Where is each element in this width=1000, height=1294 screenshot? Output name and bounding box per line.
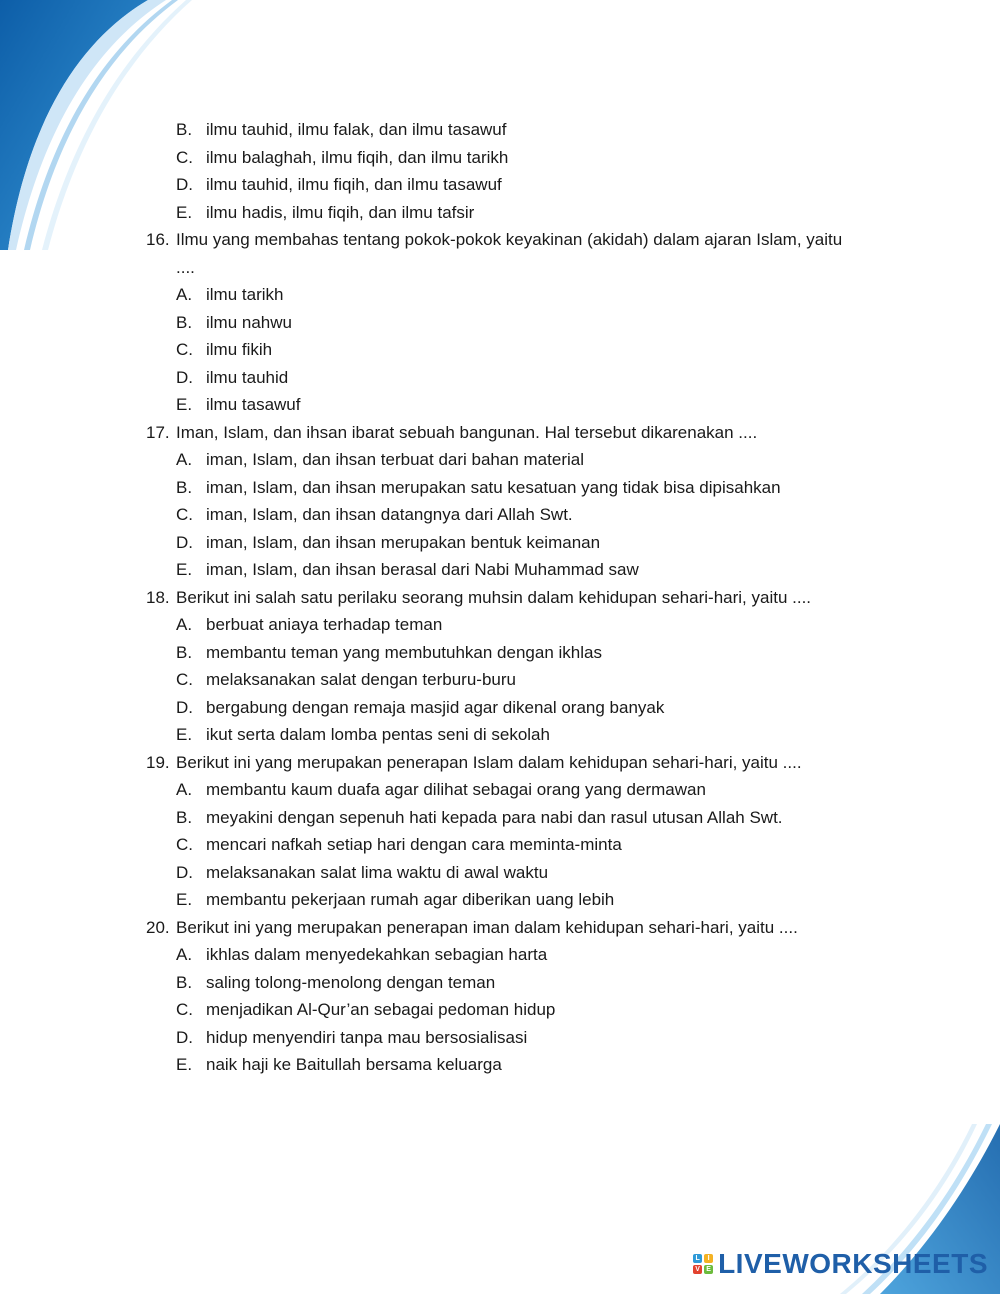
option-text: ilmu tauhid <box>206 367 289 387</box>
question-number: 18. <box>146 587 170 607</box>
option-text: membantu kaum duafa agar dilihat sebagai orang yang dermawan <box>206 780 706 799</box>
answer-option[interactable] <box>0 721 1000 749</box>
option-text: ilmu nahwu <box>206 312 292 332</box>
option-text: meyakini dengan sepenuh hati kepada para nabi dan rasul utusan Allah Swt. <box>206 807 783 827</box>
question-text: Ilmu yang membahas tentang pokok-pokok keyakinan (akidah) dalam ajaran Islam, yaitu <box>176 230 843 249</box>
question-text: Berikut ini yang merupakan penerapan Islam dalam kehidupan sehari-hari, yaitu .... <box>176 752 802 772</box>
option-text: iman, Islam, dan ihsan merupakan satu kesatuan yang tidak bisa dipisahkan <box>206 477 781 497</box>
answer-option[interactable] <box>0 116 1000 144</box>
option-text: bergabung dengan remaja masjid agar dikenal orang banyak <box>206 697 665 717</box>
quiz-content <box>0 116 1000 1079</box>
option-text: iman, Islam, dan ihsan merupakan bentuk keimanan <box>206 532 601 552</box>
option-letter: A. <box>176 615 193 634</box>
answer-option[interactable] <box>0 556 1000 584</box>
option-text: mencari nafkah setiap hari dengan cara meminta-minta <box>206 835 622 854</box>
option-text: ilmu hadis, ilmu fiqih, dan ilmu tafsir <box>206 202 475 222</box>
option-text: ilmu fikih <box>206 340 273 359</box>
option-text: ilmu tauhid, ilmu falak, dan ilmu tasawuf <box>206 120 507 139</box>
option-text: iman, Islam, dan ihsan datangnya dari Allah Swt. <box>206 505 573 524</box>
logo-square: I <box>704 1254 713 1263</box>
answer-option[interactable] <box>0 144 1000 172</box>
option-letter: E. <box>176 395 193 414</box>
option-text: ilmu tasawuf <box>206 395 301 414</box>
option-letter: D. <box>176 532 193 552</box>
liveworksheets-watermark <box>693 1248 988 1280</box>
option-text: saling tolong-menolong dengan teman <box>206 972 496 992</box>
answer-option[interactable] <box>0 529 1000 557</box>
answer-option[interactable] <box>0 941 1000 969</box>
option-letter: E. <box>176 725 193 744</box>
option-text: ikut serta dalam lomba pentas seni di sekolah <box>206 725 550 744</box>
option-text: naik haji ke Baitullah bersama keluarga <box>206 1055 502 1074</box>
answer-option[interactable] <box>0 831 1000 859</box>
option-text: melaksanakan salat dengan terburu-buru <box>206 670 516 689</box>
option-letter: A. <box>176 285 193 304</box>
logo-square: E <box>704 1265 713 1274</box>
option-letter: C. <box>176 1000 193 1019</box>
question-stem <box>0 749 1000 777</box>
answer-option[interactable] <box>0 666 1000 694</box>
option-text: membantu pekerjaan rumah agar diberikan uang lebih <box>206 890 615 909</box>
option-text: ilmu balaghah, ilmu fiqih, dan ilmu tarikh <box>206 147 509 167</box>
option-text: melaksanakan salat lima waktu di awal waktu <box>206 862 549 882</box>
answer-option[interactable] <box>0 309 1000 337</box>
question-text: Iman, Islam, dan ihsan ibarat sebuah bangunan. Hal tersebut dikarenakan .... <box>176 422 758 442</box>
option-text: membantu teman yang membutuhkan dengan ikhlas <box>206 642 602 662</box>
answer-option[interactable] <box>0 639 1000 667</box>
question-number: 17. <box>146 422 170 442</box>
option-letter: B. <box>176 120 193 139</box>
question-stem <box>0 226 1000 254</box>
option-letter: E. <box>176 1055 193 1074</box>
option-letter: B. <box>176 312 193 332</box>
option-letter: A. <box>176 780 193 799</box>
answer-option[interactable] <box>0 694 1000 722</box>
option-letter: B. <box>176 807 193 827</box>
question-text: Berikut ini salah satu perilaku seorang muhsin dalam kehidupan sehari-hari, yaitu .... <box>176 587 812 607</box>
question-number: 16. <box>146 230 170 249</box>
option-letter: E. <box>176 202 193 222</box>
answer-option[interactable] <box>0 501 1000 529</box>
option-letter: C. <box>176 340 193 359</box>
option-text: berbuat aniaya terhadap teman <box>206 615 443 634</box>
question-stem <box>0 584 1000 612</box>
answer-option[interactable] <box>0 364 1000 392</box>
option-letter: C. <box>176 147 193 167</box>
logo-square: L <box>693 1254 702 1263</box>
logo-square: V <box>693 1265 702 1274</box>
question-stem-continuation <box>0 254 1000 282</box>
brand-name: LIVEWORKSHEETS <box>718 1248 988 1279</box>
option-letter: A. <box>176 450 193 469</box>
answer-option[interactable] <box>0 391 1000 419</box>
option-text: menjadikan Al-Qur’an sebagai pedoman hidup <box>206 1000 556 1019</box>
question-text: Berikut ini yang merupakan penerapan iman dalam kehidupan sehari-hari, yaitu .... <box>176 917 798 937</box>
question-stem <box>0 419 1000 447</box>
answer-option[interactable] <box>0 611 1000 639</box>
option-letter: D. <box>176 697 193 717</box>
question-number: 20. <box>146 917 170 937</box>
option-letter: A. <box>176 945 193 964</box>
option-text: ilmu tarikh <box>206 285 284 304</box>
answer-option[interactable] <box>0 859 1000 887</box>
option-text: hidup menyendiri tanpa mau bersosialisasi <box>206 1027 528 1047</box>
option-letter: B. <box>176 477 193 497</box>
answer-option[interactable] <box>0 996 1000 1024</box>
option-text: ilmu tauhid, ilmu fiqih, dan ilmu tasawuf <box>206 175 502 194</box>
option-letter: D. <box>176 1027 193 1047</box>
option-letter: C. <box>176 835 193 854</box>
option-text: ikhlas dalam menyedekahkan sebagian harta <box>206 945 548 964</box>
answer-option[interactable] <box>0 886 1000 914</box>
option-letter: B. <box>176 972 193 992</box>
answer-option[interactable] <box>0 199 1000 227</box>
answer-option[interactable] <box>0 804 1000 832</box>
answer-option[interactable] <box>0 1024 1000 1052</box>
answer-option[interactable] <box>0 446 1000 474</box>
option-text: iman, Islam, dan ihsan berasal dari Nabi Muhammad saw <box>206 560 639 579</box>
option-text: iman, Islam, dan ihsan terbuat dari bahan material <box>206 450 584 469</box>
option-letter: E. <box>176 890 193 909</box>
option-letter: D. <box>176 175 193 194</box>
answer-option[interactable] <box>0 474 1000 502</box>
option-letter: C. <box>176 505 193 524</box>
answer-option[interactable] <box>0 281 1000 309</box>
option-letter: C. <box>176 670 193 689</box>
answer-option[interactable] <box>0 171 1000 199</box>
question-stem <box>0 914 1000 942</box>
answer-option[interactable] <box>0 969 1000 997</box>
option-letter: E. <box>176 560 193 579</box>
question-text: .... <box>176 257 195 277</box>
answer-option[interactable] <box>0 336 1000 364</box>
answer-option[interactable] <box>0 776 1000 804</box>
option-letter: B. <box>176 642 193 662</box>
answer-option[interactable] <box>0 1051 1000 1079</box>
liveworksheets-logo-icon <box>693 1254 713 1274</box>
option-letter: D. <box>176 367 193 387</box>
option-letter: D. <box>176 862 193 882</box>
question-number: 19. <box>146 752 170 772</box>
